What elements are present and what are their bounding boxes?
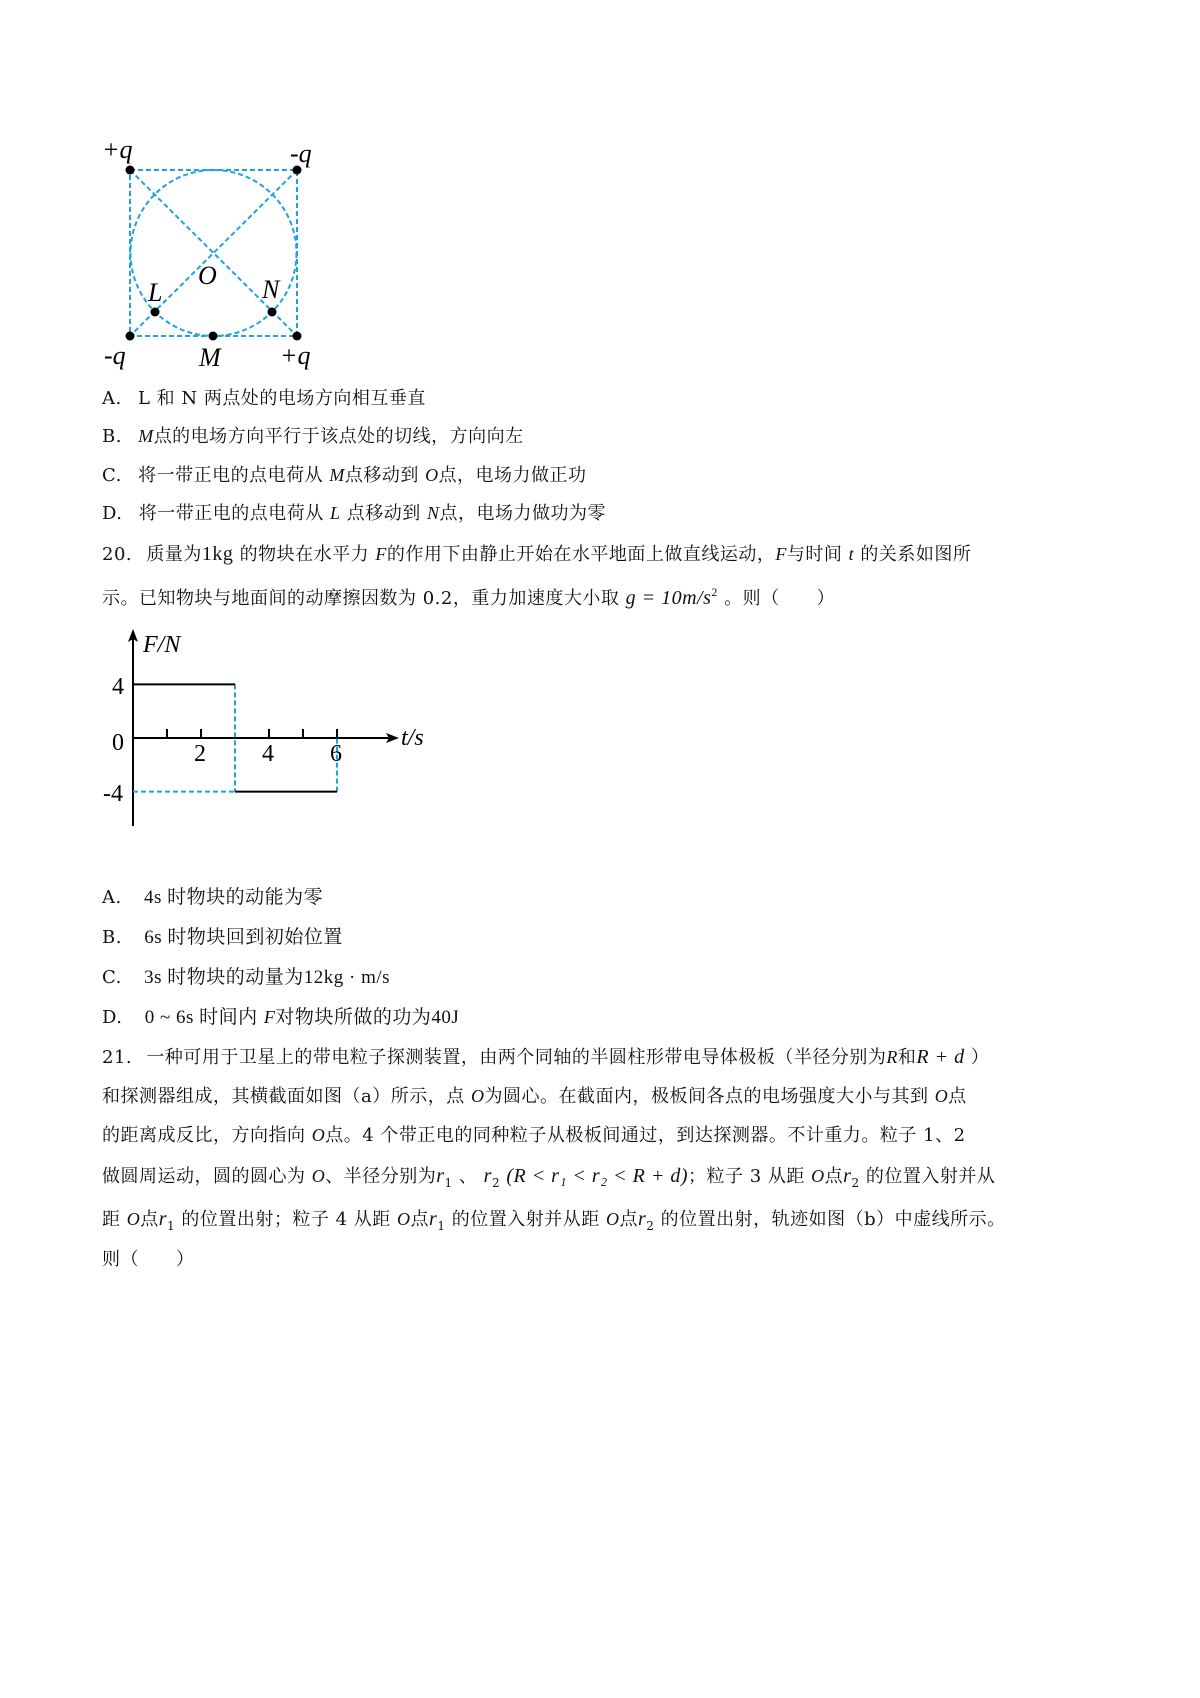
option-var: M xyxy=(329,465,345,485)
charge-point-bottom-left xyxy=(126,332,135,341)
stem-text: 的关系如图所 xyxy=(860,544,972,565)
stem-text: 距 xyxy=(102,1209,121,1230)
q21-stem-line2 xyxy=(102,1082,967,1108)
label-top-right-charge: -q xyxy=(290,139,312,168)
label-top-left-charge: +q xyxy=(102,135,133,164)
answer-bracket: 则（ ） xyxy=(102,1249,195,1270)
center-O: O xyxy=(934,1086,949,1106)
radius-r2: r xyxy=(483,1165,492,1187)
origin-label: 0 xyxy=(112,730,124,756)
radius-r1-sub: 1 xyxy=(167,1219,176,1233)
option-letter: C. xyxy=(102,967,122,988)
stem-text: 的位置出射，轨迹如图（b）中虚线所示。 xyxy=(660,1209,1006,1230)
q21-stem-line4 xyxy=(102,1162,995,1190)
q20-option-d xyxy=(102,1002,459,1029)
radius-r1-sub: 1 xyxy=(437,1219,446,1233)
center-O: O xyxy=(397,1209,411,1229)
radius-r2-sub: 2 xyxy=(851,1176,860,1190)
label-center-O: O xyxy=(198,261,217,290)
stem-text: 的物块在水平力 xyxy=(239,544,370,565)
mass-value: 1kg xyxy=(201,543,234,565)
stem-text: 。则（ ） xyxy=(724,588,836,609)
stem-text: 点。4 个带正电的同种粒子从极板间通过，到达探测器。不计重力。粒子 1、2 xyxy=(325,1125,966,1146)
stem-text: 的位置入射并从 xyxy=(865,1166,996,1187)
option-letter: A. xyxy=(102,887,122,908)
y-axis-label xyxy=(142,632,182,658)
option-var: F xyxy=(263,1007,276,1027)
x-tick-label-4: 4 xyxy=(262,741,274,767)
option-text: 4s 时物块的动能为零 xyxy=(143,887,324,908)
option-text: L 和 N 两点处的电场方向相互垂直 xyxy=(137,388,426,409)
q19-option-d xyxy=(102,499,606,525)
radius-r2: r xyxy=(637,1208,647,1230)
stem-text: 和 xyxy=(897,1047,917,1068)
x-tick-label-6: 6 xyxy=(330,741,342,767)
option-text-mid: 点移动到 xyxy=(346,503,421,524)
q21-stem-line1 xyxy=(102,1043,989,1069)
q20-option-a xyxy=(102,882,323,909)
option-text: 3s 时物块的动量为12kg · m/s xyxy=(144,967,391,988)
stem-text: 一种可用于卫星上的带电粒子探测装置，由两个同轴的半圆柱形带电导体极板（半径分别为 xyxy=(146,1047,887,1068)
q19-option-a xyxy=(102,384,426,410)
radius-r2: r xyxy=(843,1165,852,1187)
stem-text: 、半径分别为 xyxy=(325,1166,437,1187)
stem-text: 与时间 xyxy=(786,544,843,565)
q20-option-b xyxy=(102,922,343,949)
stem-text: 做圆周运动，圆的圆心为 xyxy=(102,1166,306,1187)
charge-point-bottom-right xyxy=(293,332,302,341)
charge-square-diagram xyxy=(95,130,355,400)
stem-text: 为圆心。在截面内，极板间各点的电场强度大小与其到 xyxy=(484,1086,929,1107)
q20-stem-line2 xyxy=(102,584,835,610)
x-axis-label: t/s xyxy=(401,725,424,751)
radius-r1: r xyxy=(436,1165,445,1187)
center-O: O xyxy=(470,1086,485,1106)
force-var: F xyxy=(375,544,387,564)
option-text-pre: 将一带正电的点电荷从 xyxy=(138,503,324,524)
force-var: F xyxy=(775,544,787,564)
radius-r1: r xyxy=(429,1208,438,1230)
stem-text: 点 xyxy=(948,1086,967,1107)
label-M: M xyxy=(199,343,221,372)
stem-text: 示。已知物块与地面间的动摩擦因数为 0.2，重力加速度大小取 xyxy=(102,588,620,609)
q20-stem-line1 xyxy=(102,540,971,566)
label-L: L xyxy=(148,278,163,307)
option-text: 6s 时物块回到初始位置 xyxy=(144,927,343,948)
option-text-post: 对物块所做的功为40J xyxy=(275,1007,460,1028)
charge-point-top-left xyxy=(126,166,135,175)
q20-option-c xyxy=(102,962,390,989)
radius-r2-sub: 2 xyxy=(491,1176,501,1190)
stem-text: 的作用下由静止开始在水平地面上做直线运动， xyxy=(386,544,776,565)
center-O: O xyxy=(311,1125,326,1145)
stem-text: 的距离成反比，方向指向 xyxy=(102,1125,306,1146)
y-tick-label-4: 4 xyxy=(112,674,124,700)
point-L xyxy=(151,308,160,317)
stem-text: 的位置出射；粒子 4 从距 xyxy=(181,1209,391,1230)
option-text-post: 点，电场力做正功 xyxy=(438,465,587,486)
gravity-eq: g = 10m/s xyxy=(625,587,712,609)
stem-text: ；粒子 3 从距 xyxy=(688,1166,805,1187)
center-O: O xyxy=(605,1209,620,1229)
y-tick-label-neg4: -4 xyxy=(103,781,123,807)
option-letter: D. xyxy=(102,1007,123,1028)
option-text-pre: 0 ~ 6s 时间内 xyxy=(144,1007,258,1028)
center-O: O xyxy=(311,1166,326,1186)
q21-stem-line6 xyxy=(102,1245,195,1271)
label-N: N xyxy=(262,275,280,304)
center-O: O xyxy=(126,1209,141,1229)
radius-R: R xyxy=(886,1047,898,1067)
option-var: N xyxy=(426,503,440,523)
stem-text: 的位置入射并从距 xyxy=(451,1209,600,1230)
option-letter: A. xyxy=(102,388,122,409)
option-var: L xyxy=(329,503,341,523)
stem-text: 点 xyxy=(619,1209,638,1230)
stem-text: 点 xyxy=(824,1166,844,1187)
time-var: t xyxy=(848,544,855,564)
gravity-exp: 2 xyxy=(711,585,718,599)
stem-text: 点 xyxy=(140,1209,159,1230)
option-text-pre: 将一带正电的点电荷从 xyxy=(138,465,324,486)
stem-text: ） xyxy=(970,1047,990,1068)
radius-r2-sub: 2 xyxy=(646,1219,655,1233)
radius-R-plus-d: R + d xyxy=(916,1046,965,1068)
q21-stem-line3 xyxy=(102,1121,966,1147)
q21-stem-line5 xyxy=(102,1205,1006,1233)
force-time-chart xyxy=(95,620,455,840)
radius-r1: r xyxy=(158,1208,168,1230)
option-text: 点的电场方向平行于该点处的切线，方向向左 xyxy=(153,426,524,447)
stem-text: 质量为 xyxy=(146,544,202,565)
option-letter: D. xyxy=(102,503,123,524)
point-N xyxy=(268,308,277,317)
stem-text: 、 xyxy=(458,1166,478,1187)
option-letter: B. xyxy=(102,927,122,948)
option-letter: B. xyxy=(102,426,122,447)
option-var: O xyxy=(425,465,439,485)
question-number: 20. xyxy=(102,544,133,565)
question-number: 21. xyxy=(102,1047,133,1068)
center-O: O xyxy=(811,1166,825,1186)
stem-text: 和探测器组成，其横截面如图（a）所示，点 xyxy=(102,1086,465,1107)
label-bottom-right-charge: +q xyxy=(280,341,311,370)
option-var: M xyxy=(138,426,154,446)
stem-text: 点 xyxy=(410,1209,430,1230)
point-M xyxy=(209,332,218,341)
q19-option-c xyxy=(102,461,587,487)
label-bottom-left-charge: -q xyxy=(104,341,126,370)
radius-inequality: (R < r₁ < r₂ < R + d) xyxy=(506,1165,689,1187)
option-letter: C. xyxy=(102,465,122,486)
y-axis-label-text: F/N xyxy=(143,632,181,658)
q19-option-b xyxy=(102,422,524,448)
radius-r1-sub: 1 xyxy=(444,1176,453,1190)
option-text-post: 点，电场力做功为零 xyxy=(439,503,606,524)
option-text-mid: 点移动到 xyxy=(344,465,419,486)
x-tick-label-2: 2 xyxy=(194,741,206,767)
